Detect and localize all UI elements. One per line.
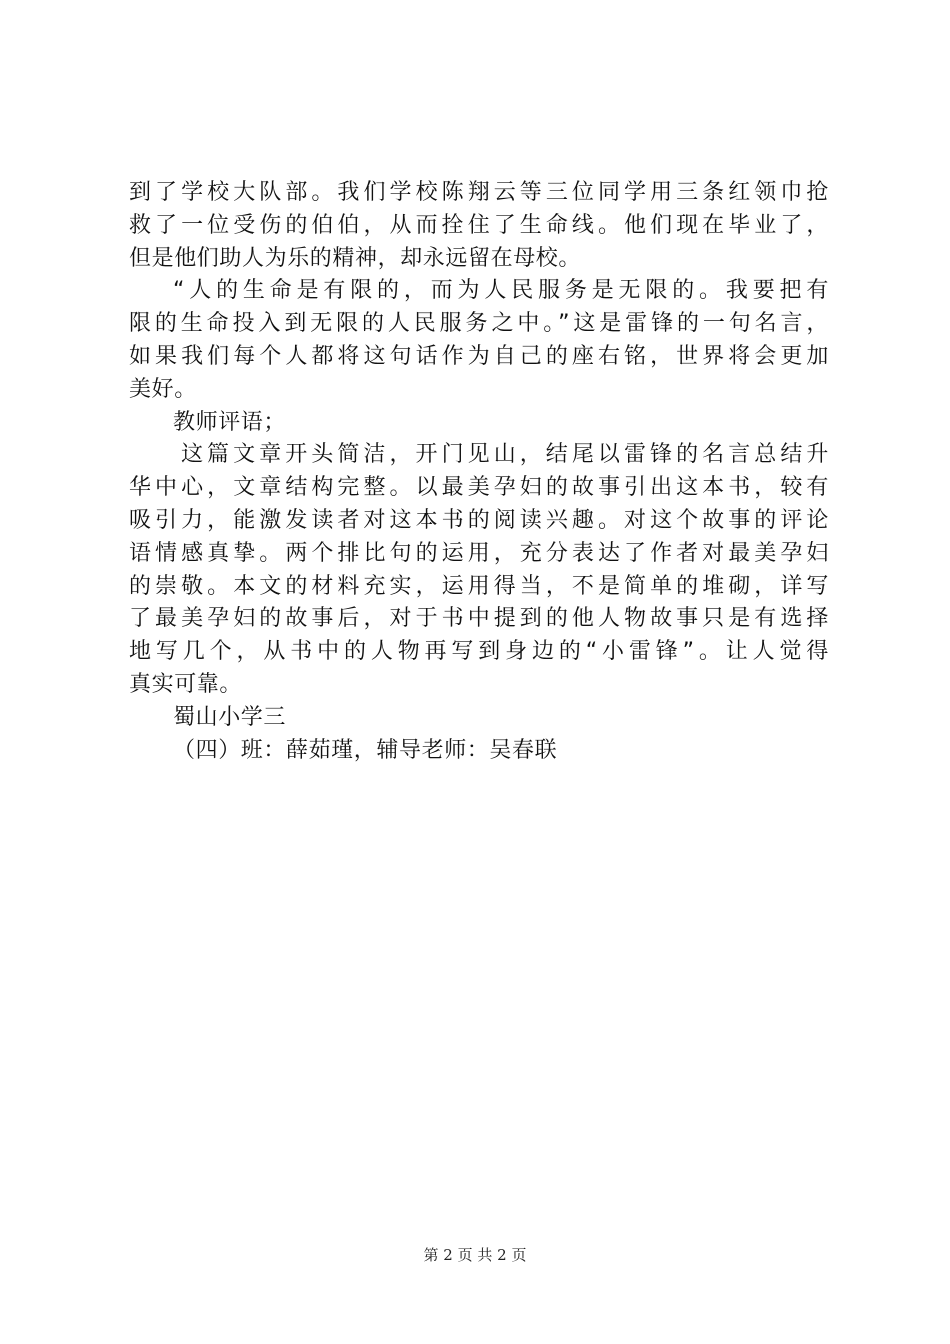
paragraph-line: 美好。	[129, 376, 197, 402]
author-class-info: （四）班：薛茹瑾，辅导老师：吴春联	[173, 737, 558, 763]
paragraph-line: 如果我们每个人都将这句话作为自己的座右铭，世界将会更加	[129, 343, 829, 369]
paragraph-line: 真实可靠。	[129, 671, 243, 697]
author-school: 蜀山小学三	[173, 704, 287, 730]
paragraph-line: 但是他们助人为乐的精神，却永远留在母校。	[129, 245, 582, 271]
page-number-footer: 第 2 页 共 2 页	[423, 1246, 527, 1264]
paragraph-line: 地写几个，从书中的人物再写到身边的“小雷锋”。让人觉得	[129, 639, 829, 665]
paragraph-line: 这篇文章开头简洁，开门见山，结尾以雷锋的名言总结升	[181, 442, 829, 468]
paragraph-line: 吸引力，能激发读者对这本书的阅读兴趣。对这个故事的评论	[129, 507, 829, 533]
paragraph-line: 华中心，文章结构完整。以最美孕妇的故事引出这本书，较有	[129, 475, 829, 501]
paragraph-line: 了最美孕妇的故事后，对于书中提到的他人物故事只是有选择	[129, 606, 829, 632]
paragraph-line: 救了一位受伤的伯伯，从而拴住了生命线。他们现在毕业了，	[129, 212, 829, 238]
paragraph-line: 语情感真挚。两个排比句的运用，充分表达了作者对最美孕妇	[129, 540, 829, 566]
document-body	[129, 177, 829, 767]
paragraph-line: 限的生命投入到无限的人民服务之中。”这是雷锋的一句名言，	[129, 311, 829, 337]
paragraph-line: “人的生命是有限的，而为人民服务是无限的。我要把有	[173, 278, 829, 304]
paragraph-line: 的崇敬。本文的材料充实，运用得当，不是简单的堆砌，详写	[129, 573, 829, 599]
section-heading: 教师评语；	[173, 409, 287, 435]
paragraph-line: 到了学校大队部。我们学校陈翔云等三位同学用三条红领巾抢	[129, 180, 829, 205]
